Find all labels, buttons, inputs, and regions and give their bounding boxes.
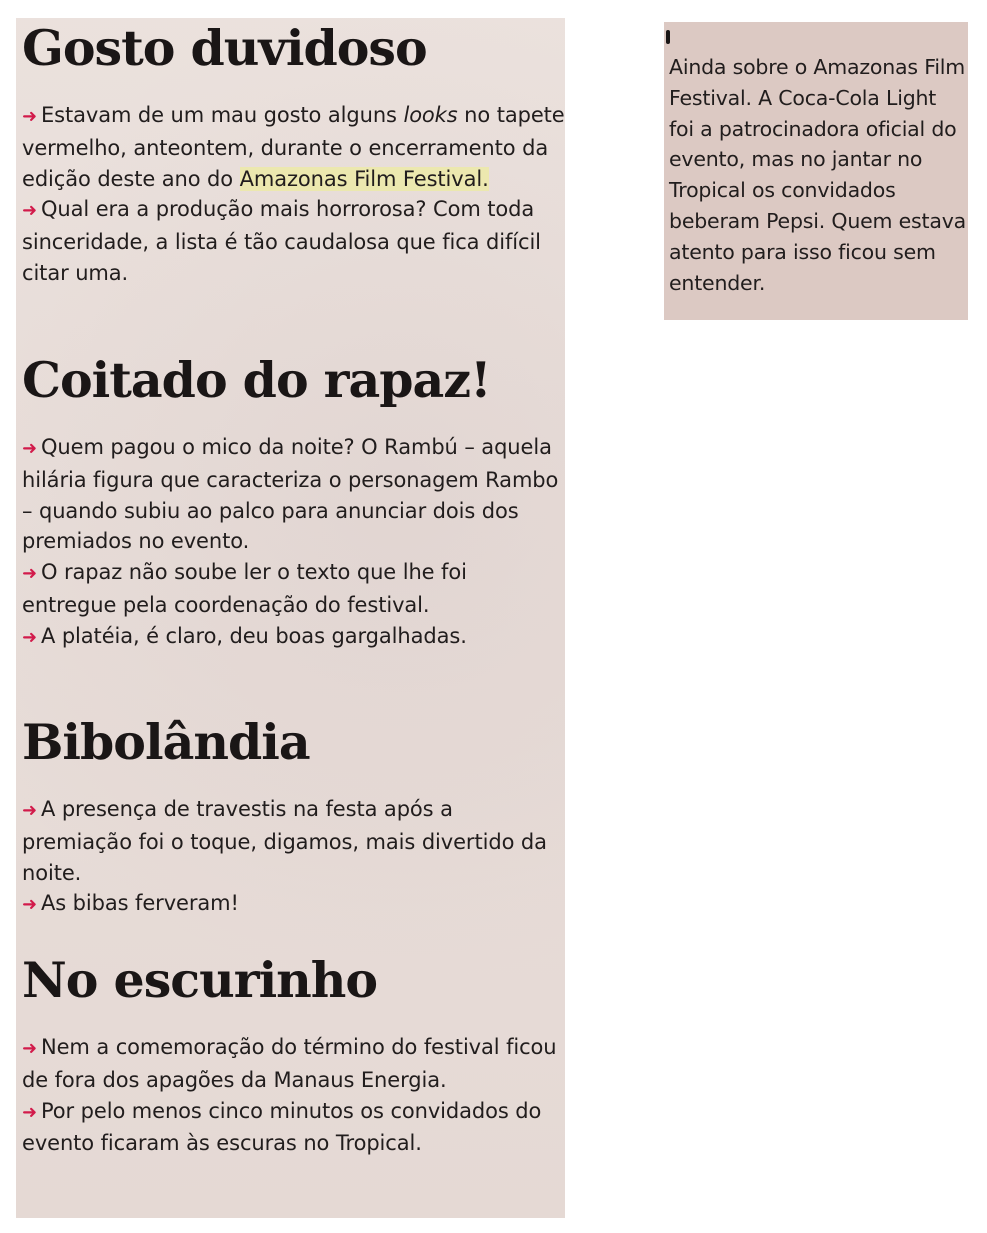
paragraph-text: As bibas ferveram! — [40, 891, 239, 916]
section-headline: No escurinho — [22, 951, 378, 1009]
highlighted-text: Amazonas Film Festival. — [239, 166, 489, 191]
paragraph — [22, 621, 565, 654]
left-clipping — [16, 18, 565, 1218]
paragraph-text: Qual era a produção mais horrorosa? Com toda sinceridade, a lista é tão caudalosa que fica difícil citar uma. — [22, 197, 541, 285]
paragraph — [22, 794, 565, 888]
arrow-right-icon: ➜ — [22, 106, 37, 127]
paragraph — [22, 432, 565, 557]
arrow-right-icon: ➜ — [22, 894, 37, 916]
paragraph-text: A platéia, é claro, deu boas gargalhadas. — [40, 623, 467, 648]
paragraph-text: no tapete vermelho, anteontem, durante o encerramento da edição deste ano do — [22, 103, 565, 191]
paragraph — [22, 557, 565, 621]
paragraph — [22, 1096, 565, 1160]
ink-mark — [666, 30, 670, 44]
arrow-right-icon: ➜ — [22, 200, 37, 222]
paragraph — [22, 100, 565, 194]
right-clipping — [664, 22, 968, 320]
section-body — [22, 100, 565, 289]
arrow-right-icon: ➜ — [22, 800, 37, 821]
arrow-right-icon: ➜ — [22, 1038, 37, 1059]
section-bibolandia — [22, 714, 565, 921]
paragraph — [22, 1032, 565, 1096]
paragraph-text: Nem a comemoração do término do festival ficou de fora dos apagões da Manaus Energia. — [22, 1035, 557, 1092]
paragraph-text: A presença de travestis na festa após a premiação foi o toque, digamos, mais divertido da noite. — [22, 797, 547, 885]
paragraph-italic-text: looks — [403, 103, 458, 127]
section-body — [22, 432, 565, 654]
arrow-right-icon: ➜ — [22, 626, 37, 648]
right-clipping-text: Ainda sobre o Amazonas Film Festival. A Coca-Cola Light foi a patrocinadora oficial do evento, mas no jantar no Tropical os convidados beberam Pepsi. Quem estava atento para isso ficou sem entender. — [669, 55, 967, 295]
paragraph-text: Estavam de um mau gosto alguns — [40, 103, 404, 127]
paragraph-text: Por pelo menos cinco minutos os convidados do evento ficaram às escuras no Tropical. — [22, 1098, 542, 1156]
paragraph-text: O rapaz não soube ler o texto que lhe foi entregue pela coordenação do festival. — [22, 560, 467, 617]
arrow-right-icon: ➜ — [22, 563, 37, 585]
arrow-right-icon: ➜ — [22, 1101, 37, 1123]
section-body — [22, 794, 565, 921]
section-headline: Bibolândia — [22, 713, 310, 771]
section-no-escurinho — [22, 952, 565, 1159]
section-gosto-duvidoso — [22, 20, 565, 289]
section-coitado-do-rapaz — [22, 352, 565, 654]
paragraph — [22, 194, 565, 288]
paragraph-text: Quem pagou o mico da noite? O Rambú – aquela hilária figura que caracteriza o personagem Rambo – quando subiu ao palco para anunciar dois dos premiados no evento. — [22, 435, 559, 554]
arrow-right-icon: ➜ — [22, 438, 37, 459]
section-headline: Coitado do rapaz! — [22, 351, 491, 409]
section-body — [22, 1032, 565, 1159]
paragraph — [22, 888, 565, 921]
section-headline: Gosto duvidoso — [22, 19, 427, 77]
